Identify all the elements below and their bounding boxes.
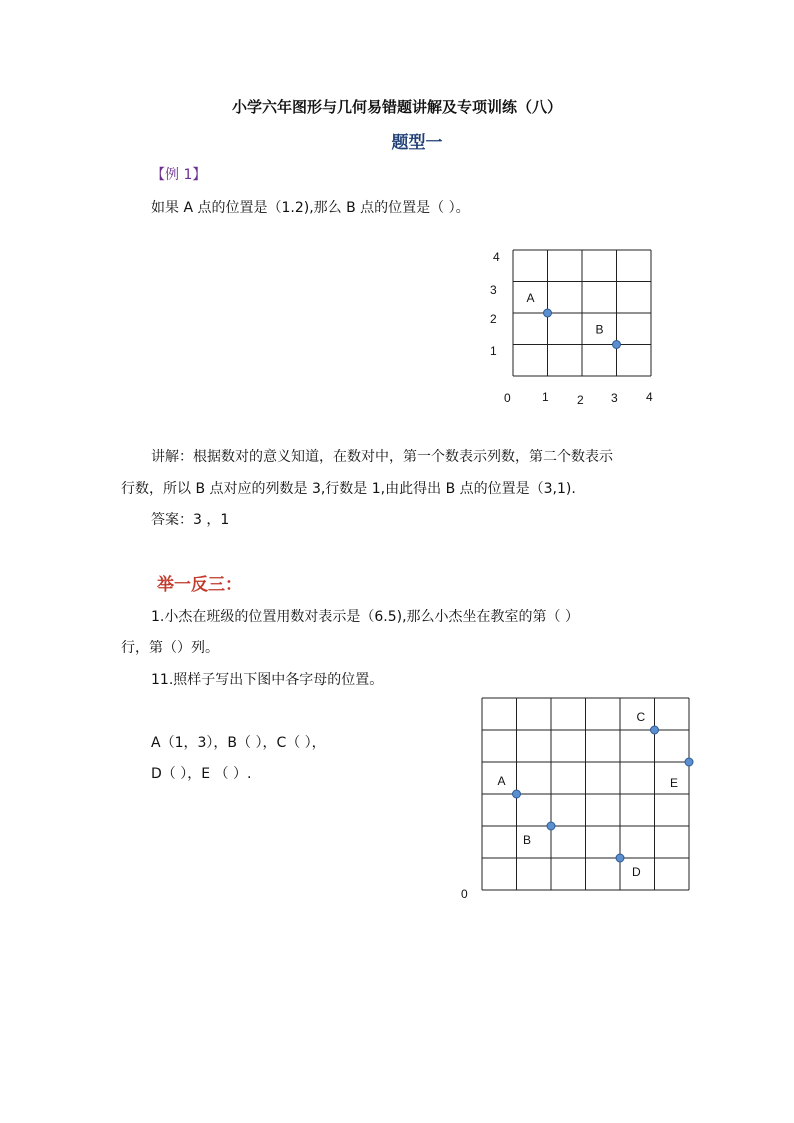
point-e bbox=[685, 758, 693, 766]
point-d bbox=[616, 854, 624, 862]
practice-q2-answer-line-1: A（1，3），B（ ），C（ ）， bbox=[151, 735, 326, 751]
point-b bbox=[613, 341, 621, 349]
page-title: 小学六年图形与几何易错题讲解及专项训练（八） bbox=[231, 98, 562, 116]
point-label-b: B bbox=[595, 322, 604, 337]
explanation-line-1: 讲解：根据数对的意义知道，在数对中，第一个数表示列数，第二个数表示 bbox=[151, 449, 613, 465]
point-c bbox=[651, 726, 659, 734]
y-label-4: 4 bbox=[493, 250, 500, 264]
point-label-c: C bbox=[636, 710, 646, 724]
practice-q2-answer-line-2: D（ ），E （ ）. bbox=[151, 766, 252, 782]
point-label-e: E bbox=[670, 776, 679, 790]
point-b bbox=[547, 822, 555, 830]
example-label: 【例 1】 bbox=[151, 167, 207, 183]
answer-text: 答案：3 ，1 bbox=[151, 512, 230, 528]
practice-q2: 11.照样子写出下图中各字母的位置。 bbox=[151, 672, 384, 688]
example-grid-axis-labels bbox=[490, 250, 653, 407]
section-title: 题型一 bbox=[391, 133, 443, 153]
point-a bbox=[544, 309, 552, 317]
example-grid bbox=[480, 240, 680, 410]
practice-q1-line-1: 1.小杰在班级的位置用数对表示是（6.5),那么小杰坐在教室的第（ ） bbox=[151, 609, 579, 625]
practice-heading: 举一反三： bbox=[157, 575, 242, 595]
example-grid-svg bbox=[480, 240, 680, 410]
point-label-a: A bbox=[497, 774, 506, 788]
x-label-4: 4 bbox=[646, 390, 653, 404]
x-label-3: 3 bbox=[611, 391, 618, 405]
origin-label: 0 bbox=[461, 887, 468, 901]
y-label-2: 2 bbox=[490, 312, 497, 326]
explanation-line-2: 行数，所以 B 点对应的列数是 3,行数是 1,由此得出 B 点的位置是（3,1). bbox=[121, 481, 576, 497]
point-a bbox=[513, 790, 521, 798]
x-label-1: 1 bbox=[542, 390, 549, 404]
point-label-a: A bbox=[526, 291, 535, 305]
point-label-d: D bbox=[632, 865, 641, 879]
example-grid-lines bbox=[513, 250, 651, 376]
y-label-1: 1 bbox=[490, 344, 497, 358]
y-label-3: 3 bbox=[490, 283, 497, 297]
example-question: 如果 A 点的位置是（1.2),那么 B 点的位置是（ ）。 bbox=[151, 200, 470, 216]
x-label-2: 2 bbox=[577, 393, 584, 407]
practice-grid-svg bbox=[455, 690, 705, 905]
practice-grid bbox=[455, 690, 705, 905]
x-label-0: 0 bbox=[504, 391, 511, 405]
practice-q1-line-2: 行，第（）列。 bbox=[121, 640, 219, 656]
example-grid-points bbox=[527, 291, 621, 349]
point-label-b: B bbox=[523, 833, 532, 847]
